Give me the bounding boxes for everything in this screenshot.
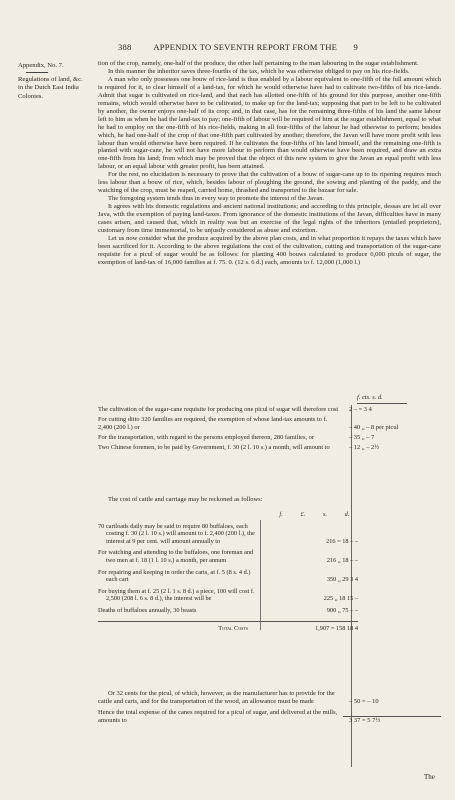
paragraph: The foregoing system tends thus in every way to promote the interest of the Javan.	[108, 195, 325, 203]
total-row	[98, 621, 358, 633]
page-number: 388	[118, 42, 132, 52]
row-description: For repairing and keeping in order the carts, at f. 5 (8 s. 4 d.) each cart	[98, 568, 251, 584]
row-value: 2 – = 3 4	[349, 406, 372, 413]
side-note-appendix: Appendix, No. 7.	[18, 62, 64, 69]
table-row	[98, 607, 358, 615]
cattle-cost-table	[98, 511, 358, 632]
side-note	[18, 62, 88, 101]
row-value: 900 „ 75 – –	[326, 606, 358, 614]
row-description: For the transportation, with regard to the persons employed thereon, 280 families, or	[98, 433, 314, 441]
side-note-subject: Regulations of land, &c. in the Dutch East India Colonies.	[18, 76, 83, 100]
paragraph: For the rest, no elucidation is necessary to prove that the cultivation of a bouw of sugar-cane up to its ripening requires much less labour than a bouw of rice, which, besides labour of ploughing the ground, the sowing and planting of the paddy, and the watching of the crop, must be reaped, carried home, thrashed and transported to the bazaar for sale.	[98, 171, 441, 195]
row-description: For watching and attending to the buffaloes, one foreman and two men at f. 18 (1 l. 10 s.) a month, per annum	[98, 549, 254, 564]
header-mark: 9	[353, 42, 358, 52]
row-value: – 50 = – 10	[349, 698, 379, 705]
cattle-cost-intro: The cost of cattle and carriage may be reckoned as follows:	[108, 496, 263, 503]
row-description: 70 cartloads daily may be said to require 80 buffaloes, each costing f. 30 (2 l. 10 s.) will amount to f. 2,400 (200 l.), the interest at 9 per cent. will amount annually to	[98, 522, 255, 545]
catchword: The	[424, 773, 435, 781]
header-rule	[357, 403, 407, 404]
row-description: For buying them at f. 25 (2 l. 1 s. 8 d.) a piece, 100 will cost f. 2,500 (208 l. 6 s. 8 d.), the interest will be	[98, 587, 255, 603]
body-text	[98, 60, 441, 267]
row-value: 225 „ 18 15 –	[323, 595, 358, 603]
row-value: 216 „ 18 – –	[326, 556, 358, 564]
table-row	[98, 549, 358, 564]
cost-column-header	[357, 394, 417, 404]
cost-column-header-text: f. cts. s. d.	[357, 394, 383, 401]
row-description: For cutting ditto 320 families are required, the exemption of whose land-tax amounts to f. 2,400 (200 l.) or	[98, 415, 328, 431]
table-row	[98, 588, 358, 603]
cost-table	[98, 406, 441, 452]
table-row	[98, 709, 441, 725]
paragraph: Let us now consider what the produce acquired by the above plan costs, and in what proportion it repays the taxes which have been sacrificed for it. According to the above regulations the cost of the cultivation, cutting and transportation of the sugar-cane requisite for a picul of sugar would be as follows: for planting 400 bouws calculated to produce 6,000 piculs of sugar, the exemption of land-tax of 16,000 families at f. 75. 0. (12 s. 6 d.) each, amounts to f. 12,000 (1,000 l.)	[98, 234, 441, 266]
table-row	[98, 690, 441, 706]
header-pence: d.	[344, 511, 350, 518]
total-label: Total Costs	[218, 624, 248, 632]
row-value: 3 37 = 5 7½	[343, 716, 441, 725]
row-description: Hence the total expense of the canes required for a picul of sugar, and delivered at the mills, amounts to	[98, 709, 338, 724]
header-florins: f.	[279, 511, 283, 518]
table-row	[98, 416, 441, 432]
row-value: – 12 „ – 2½	[349, 443, 379, 451]
header-shillings: s.	[322, 511, 328, 518]
table-row	[98, 444, 441, 452]
paragraph: A man who only possesses one bouw of rice-land is thus enabled by a labour equivalent to one-fifth of the full amount which is required for it, to clear himself of a land-tax, for which he would otherwise have had to cultivate two-fifths of his rice-lands. Admit that sugar is cultivated on rice-land, and that each has allotted one-fifth of his ground for this purpose, another one-fifth remains, which would otherwise have to be cultivated, to make up for the land-tax; supposing that part to be left to be cultivated by another, the owner enjoys one-half of its crop; and, in that case, has for the remaining three-fifths of his land the same labour left to him as when he had the land-tax to pay; one-fifth of labour will be required of him at the sugar establishment, equal to what he had to employ on the one-fifth of his rice-fields, making in all four-fifths of the labour he had otherwise to perform; besides which, he had one-half of the crop of that one-fifth part cultivated by another; therefore, the Javan will have more profit with less labour than would otherwise have been required. If he cultivates the four-fifths of his land himself, and the remaining one-fifth is planted with sugar-cane, he will not have more labour to perform than would otherwise have been required, and draw an extra one-fifth from his land; from which may be proved that the object of this new system to give the Javan an equal profit with less labour, or an equal labour with greater profit, has been attained.	[98, 75, 441, 171]
side-note-rule	[26, 72, 48, 73]
row-value: 216 = 18 – –	[326, 537, 358, 545]
header-pounds: £.	[300, 511, 306, 518]
total-value: 1,907 = 158 18 4	[315, 624, 358, 632]
row-value: 350 „ 29 3 4	[326, 576, 358, 584]
cattle-table-header	[98, 511, 358, 519]
table-row	[98, 434, 441, 442]
row-description: The cultivation of the sugar-cane requisite for producing one picul of sugar will therefore cost	[98, 406, 339, 413]
row-value: – 40 „ – 8 per picul	[349, 423, 399, 431]
table-row	[98, 406, 441, 414]
row-description: Or 32 cents for the picul, of which, however, as the manufacturer has to provide for the cattle and carts, and for the transportation of the wood, an allowance must be made	[98, 690, 335, 705]
paragraph: It agrees with his domestic regulations and ancient national institutions; and according to this principle, dessas are let all over Java, with the exemption of paying land-taxes. From ignorance of the domestic institutions of the Javan, difficulties have in many cases arisen, and caused that, which in reality was but an exercise of the legal rights of the inheritors (entailed proprietors), customary from time immemorial, to be unjustly considered as abuse and extortion.	[98, 203, 441, 235]
row-description: Two Chinese foremen, to be paid by Government, f. 30 (2 l. 10 s.) a month, will amount to	[98, 443, 330, 451]
row-description: Deaths of buffaloes annually, 30 beasts	[98, 606, 197, 614]
row-value: – 35 „ – 7	[349, 433, 375, 441]
summary-block	[98, 690, 441, 725]
running-title: APPENDIX TO SEVENTH REPORT FROM THE	[153, 42, 338, 52]
table-row	[98, 523, 358, 546]
paragraph: In this manner the inheritor saves three-fourths of the tax, which he was otherwise obliged to pay on his rice-fields.	[108, 67, 410, 75]
paragraph: tion of the crop, namely, one-half of the produce, the other half pertaining to the man labouring in the sugar establishment.	[98, 60, 419, 67]
page-header	[118, 42, 418, 52]
table-row	[98, 569, 358, 584]
